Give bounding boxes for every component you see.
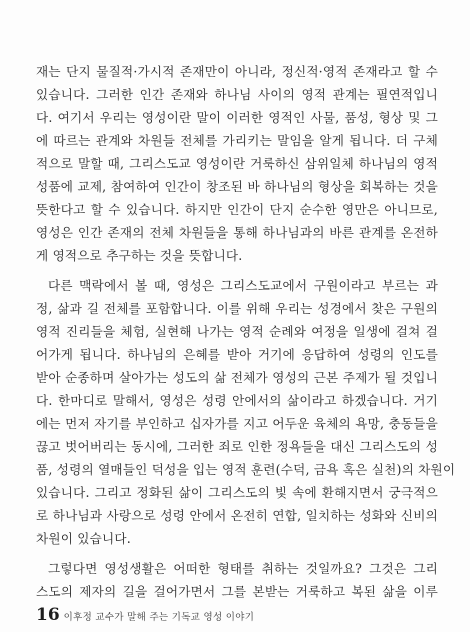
text-line: 끊고 벗어버리는 동시에, 그러한 죄로 인한 정욕들을 대신 그리스도의 성: [36, 439, 438, 454]
text-line: 게 영적으로 추구하는 것을 뜻합니다.: [36, 248, 243, 263]
text-line: 그렇다면 영성생활은 어떠한 형태를 취하는 것일까요? 그것은 그리: [48, 561, 438, 576]
text-line: 다. 한마디로 말해서, 영성은 성령 안에서의 삶이라고 하겠습니다. 거기: [36, 393, 438, 408]
text-line: 뜻한다고 할 수 있습니다. 하지만 인간이 단지 순수한 영만은 아니므로,: [36, 202, 438, 217]
text-line: 차원이 있습니다.: [36, 531, 131, 546]
running-title: 이후정 교수가 말해 주는 기독교 영성 이야기: [63, 612, 255, 623]
page-footer: [36, 605, 254, 627]
text-line: 품, 성령의 열매들인 덕성을 입는 영적 훈련(수덕, 금욕 혹은 실천)의 차원이: [36, 462, 456, 477]
text-line: 다른 맥락에서 볼 때, 영성은 그리스도교에서 구원이라고 부르는 과: [48, 278, 438, 293]
text-line: 에 따르는 관계와 차원들 전체를 가리키는 말임을 알게 됩니다. 더 구체: [36, 133, 438, 148]
text-line: 영적 진리들을 체험, 실현해 나가는 영적 순례와 여정을 일생에 걸쳐 걸: [36, 324, 438, 339]
text-line: 정, 삶과 길 전체를 포함합니다. 이를 위해 우리는 성경에서 찾은 구원의: [36, 301, 438, 316]
text-line: 재는 단지 물질적·가시적 존재만이 아니라, 정신적·영적 존재라고 할 수: [36, 64, 438, 79]
text-line: 다. 여기서 우리는 영성이란 말이 이러한 영적인 사물, 품성, 형상 및 그: [36, 110, 438, 125]
page-number: 16: [36, 605, 60, 625]
text-line: 에는 먼저 자기를 부인하고 십자가를 지고 어두운 육체의 욕망, 충동들을: [36, 416, 438, 431]
text-line: 어가게 됩니다. 하나님의 은혜를 받아 거기에 응답하여 성령의 인도를: [36, 347, 438, 362]
text-line: 성품에 교제, 참여하여 인간이 창조된 바 하나님의 형상을 회복하는 것을: [36, 179, 438, 194]
text-line: 있습니다. 그러한 인간 존재와 하나님 사이의 영적 관계는 필연적입니: [36, 87, 438, 102]
text-line: 있습니다. 그리고 정화된 삶이 그리스도의 빛 속에 환해지면서 궁극적으: [36, 485, 438, 500]
text-line: 적으로 말할 때, 그리스도교 영성이란 거룩하신 삼위일체 하나님의 영적: [36, 156, 438, 171]
text-line: 로 하나님과 사랑으로 성령 안에서 온전히 연합, 일치하는 성화와 신비의: [36, 508, 438, 523]
text-line: 스도의 제자의 길을 걸어가면서 그를 본받는 거룩하고 복된 삶을 이루: [36, 584, 438, 599]
text-line: 받아 순종하며 살아가는 성도의 삶 전체가 영성의 근본 주제가 될 것입니: [36, 370, 438, 385]
text-line: 영성은 인간 존재의 전체 차원들을 통해 하나님과의 바른 관계를 온전하: [36, 225, 438, 240]
